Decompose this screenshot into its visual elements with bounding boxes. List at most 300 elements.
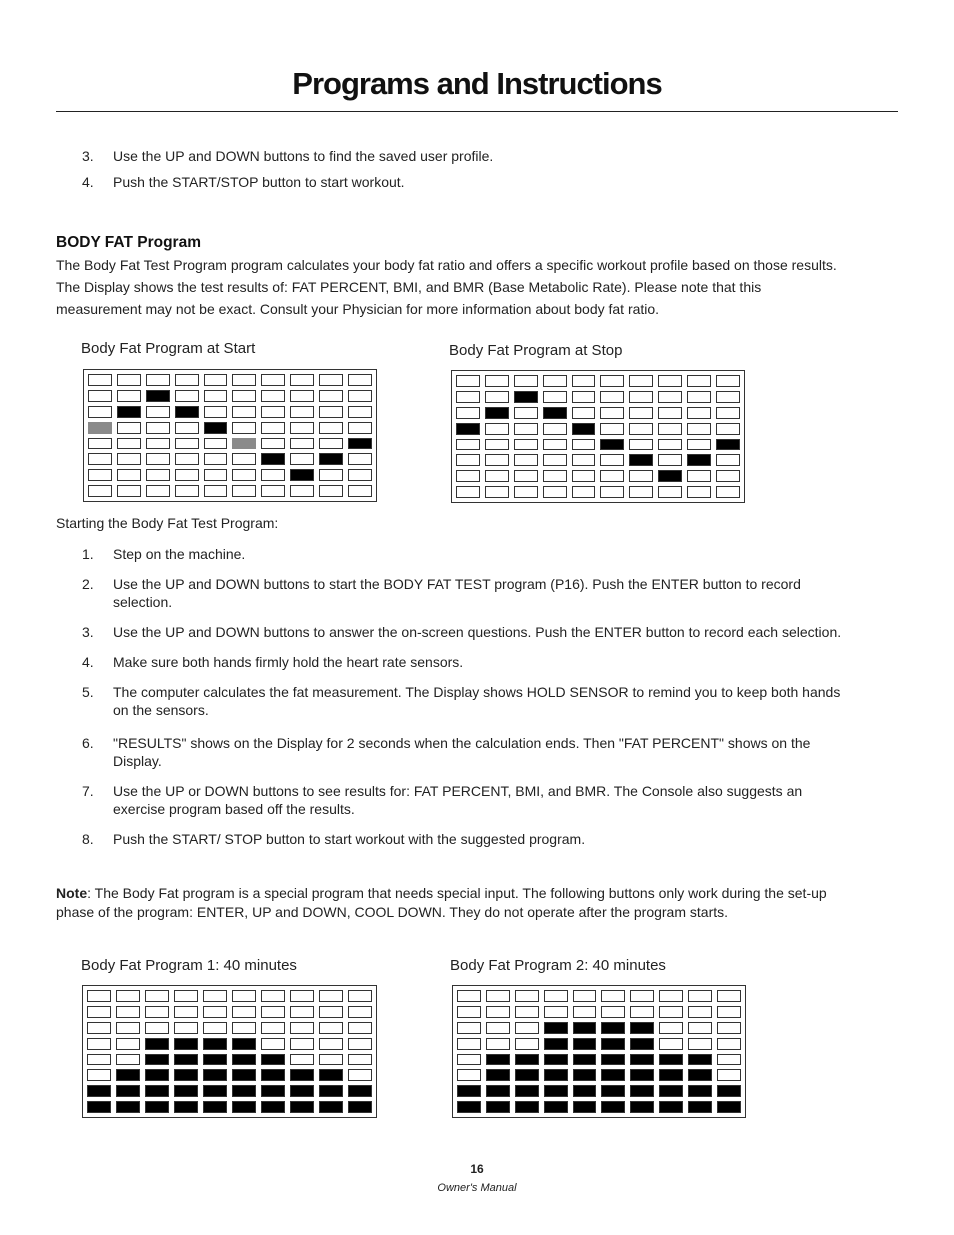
profile-cell [348,374,372,386]
profile-cell [145,990,169,1002]
profile-cell [232,1006,256,1018]
profile-cell [659,1006,683,1018]
profile-cell [348,1022,372,1034]
step-text: Make sure both hands firmly hold the heart rate sensors. [113,654,464,670]
profile-cell [319,1054,343,1066]
profile-cell [687,407,711,419]
profile-cell [629,439,653,451]
profile-cell [486,1022,510,1034]
profile-cell [232,422,256,434]
profile-cell [572,439,596,451]
title-rule [56,111,898,112]
profile-cell [456,439,480,451]
profile-cell [658,407,682,419]
profile-cell [486,990,510,1002]
profile-cell [290,1069,314,1081]
profile-cell [515,1038,539,1050]
profile-cell [515,990,539,1002]
profile-cell [600,407,624,419]
profile-cell [232,374,256,386]
profile-cell [456,423,480,435]
profile-cell [717,1022,741,1034]
profile-cell [117,390,141,402]
profile-cell [204,406,228,418]
profile-cell [290,406,314,418]
profile-cell [232,1022,256,1034]
profile-cell [716,375,740,387]
profile-cell [514,423,538,435]
profile-cell [261,1022,285,1034]
profile-cell [88,374,112,386]
profile-cell [572,486,596,498]
profile-cell [601,1022,625,1034]
profile-cell [486,1101,510,1113]
profile-cell [261,374,285,386]
profile-cell [457,1069,481,1081]
profile-cell [688,1054,712,1066]
profile-cell [456,486,480,498]
profile-cell [175,422,199,434]
profile-cell [261,453,285,465]
profile-cell [717,1038,741,1050]
profile-cell [573,1069,597,1081]
list-item [56,575,846,611]
profile-caption-stop: Body Fat Program at Stop [449,342,623,359]
step-text: Use the UP and DOWN buttons to start the BODY FAT TEST program (P16). Push the ENTER button to record selection. [113,576,801,610]
profile-grid-stop [451,370,745,503]
profile-cell [348,990,372,1002]
profile-cell [348,1101,372,1113]
profile-cell [261,1006,285,1018]
profile-cell [203,1101,227,1113]
profile-cell [457,1006,481,1018]
profile-cell [146,469,170,481]
profile-cell [88,390,112,402]
page-footer: Owner's Manual [437,1182,517,1194]
profile-cell [716,423,740,435]
profile-cell [348,1006,372,1018]
profile-cell [117,469,141,481]
profile-cell [600,486,624,498]
profile-cell [116,1038,140,1050]
profile-cell [232,485,256,497]
profile-cell [175,406,199,418]
profile-cell [88,406,112,418]
profile-cell [204,374,228,386]
profile-cell [687,454,711,466]
step-number: 7. [82,783,94,799]
profile-cell [543,423,567,435]
profile-cell [348,1038,372,1050]
profile-cell [688,1006,712,1018]
profile-cell [629,470,653,482]
profile-cell [290,1006,314,1018]
profile-cell [87,1085,111,1097]
list-item [56,653,846,671]
profile-cell [146,374,170,386]
profile-cell [514,470,538,482]
profile-cell [174,1054,198,1066]
profile-caption-program-1: Body Fat Program 1: 40 minutes [81,957,297,974]
profile-cell [319,406,343,418]
profile-cell [87,1022,111,1034]
starting-label: Starting the Body Fat Test Program: [56,515,279,531]
profile-cell [319,469,343,481]
profile-cell [600,375,624,387]
profile-cell [572,454,596,466]
profile-cell [544,1022,568,1034]
profile-cell [87,1054,111,1066]
profile-cell [600,454,624,466]
profile-cell [629,423,653,435]
profile-cell [601,1085,625,1097]
profile-cell [601,1069,625,1081]
profile-cell [457,1038,481,1050]
profile-cell [348,390,372,402]
profile-cell [175,438,199,450]
note-paragraph [56,884,846,922]
profile-cell [486,1038,510,1050]
profile-cell [457,1054,481,1066]
note-text: : The Body Fat program is a special program that needs special input. The following buttons only work during the set-up phase of the program: ENTER, UP and DOWN, COOL DOWN. They do not operate after the program starts. [56,885,827,920]
profile-cell [261,438,285,450]
step-number: 8. [82,831,94,847]
profile-cell [261,1069,285,1081]
profile-cell [485,391,509,403]
profile-cell [174,1085,198,1097]
profile-cell [203,1006,227,1018]
profile-cell [174,990,198,1002]
profile-cell [290,1101,314,1113]
profile-cell [573,1101,597,1113]
profile-cell [232,990,256,1002]
profile-cell [544,1069,568,1081]
profile-cell [629,486,653,498]
profile-cell [204,485,228,497]
step-text: The computer calculates the fat measurement. The Display shows HOLD SENSOR to remind you to keep both hands on the sensors. [113,684,841,718]
profile-cell [232,390,256,402]
profile-cell [319,1101,343,1113]
profile-cell [457,990,481,1002]
profile-cell [659,1069,683,1081]
profile-cell [88,485,112,497]
profile-cell [456,454,480,466]
profile-cell [486,1085,510,1097]
step-number: 6. [82,735,94,751]
profile-cell [261,1085,285,1097]
profile-cell [319,990,343,1002]
list-item [56,734,846,770]
profile-cell [261,422,285,434]
profile-cell [716,407,740,419]
profile-cell [486,1069,510,1081]
profile-cell [688,990,712,1002]
profile-cell [116,1069,140,1081]
profile-cell [600,391,624,403]
profile-cell [232,1054,256,1066]
profile-cell [717,1006,741,1018]
profile-grid-program-1 [82,985,377,1118]
profile-cell [174,1022,198,1034]
step-number: 2. [82,576,94,592]
profile-cell [203,1038,227,1050]
profile-cell [601,1054,625,1066]
profile-cell [174,1006,198,1018]
list-item [56,830,846,848]
profile-cell [319,390,343,402]
profile-cell [116,1101,140,1113]
profile-cell [572,375,596,387]
profile-cell [348,485,372,497]
profile-cell [261,469,285,481]
profile-cell [573,1022,597,1034]
profile-cell [485,470,509,482]
step-number: 3. [82,148,94,164]
profile-cell [716,454,740,466]
profile-cell [232,469,256,481]
profile-cell [203,990,227,1002]
profile-cell [174,1101,198,1113]
profile-cell [485,375,509,387]
profile-cell [175,374,199,386]
profile-cell [515,1006,539,1018]
profile-cell [175,453,199,465]
step-number: 5. [82,684,94,700]
profile-cell [261,406,285,418]
steps-list [56,545,846,848]
step-text: Use the UP and DOWN buttons to answer the on-screen questions. Push the ENTER button to record each selection. [113,624,842,640]
profile-cell [175,485,199,497]
profile-cell [543,454,567,466]
profile-cell [203,1085,227,1097]
profile-cell [543,439,567,451]
profile-cell [261,1038,285,1050]
profile-cell [261,1101,285,1113]
profile-cell [716,391,740,403]
profile-cell [457,1022,481,1034]
profile-cell [116,1054,140,1066]
profile-cell [174,1069,198,1081]
profile-cell [573,1006,597,1018]
step-number: 4. [82,174,94,190]
profile-cell [543,391,567,403]
section-description: The Body Fat Test Program program calculates your body fat ratio and offers a specific workout profile based on those results. The Display shows the test results of: FAT PERCENT, BMI, and BMR (Base Metabolic Rate). Please note that this measurement may not be exact. Consult your Physician for more information about body fat ratio. [56,257,837,317]
profile-cell [290,1038,314,1050]
profile-cell [290,1022,314,1034]
profile-cell [601,1006,625,1018]
profile-cell [456,391,480,403]
profile-cell [145,1054,169,1066]
profile-cell [290,453,314,465]
profile-cell [348,422,372,434]
profile-cell [486,1006,510,1018]
profile-cell [514,407,538,419]
profile-cell [261,390,285,402]
profile-cell [319,374,343,386]
profile-cell [116,1006,140,1018]
profile-cell [688,1101,712,1113]
profile-caption-start: Body Fat Program at Start [81,340,256,357]
profile-cell [319,1069,343,1081]
profile-cell [717,1054,741,1066]
profile-cell [145,1006,169,1018]
profile-cell [514,391,538,403]
profile-cell [515,1022,539,1034]
profile-cell [319,422,343,434]
profile-cell [456,470,480,482]
profile-cell [290,1054,314,1066]
profile-cell [146,453,170,465]
profile-cell [88,438,112,450]
profile-cell [146,485,170,497]
profile-cell [573,1085,597,1097]
profile-cell [87,1038,111,1050]
profile-cell [514,454,538,466]
profile-cell [457,1101,481,1113]
profile-cell [572,470,596,482]
profile-cell [515,1054,539,1066]
profile-cell [717,1085,741,1097]
profile-cell [658,454,682,466]
profile-cell [601,990,625,1002]
step-number: 1. [82,546,94,562]
profile-cell [630,1101,654,1113]
profile-cell [600,439,624,451]
profile-cell [203,1069,227,1081]
profile-cell [204,453,228,465]
profile-cell [485,407,509,419]
profile-cell [630,1069,654,1081]
profile-cell [630,990,654,1002]
profile-cell [514,486,538,498]
profile-cell [319,453,343,465]
profile-cell [261,485,285,497]
profile-cell [543,470,567,482]
profile-cell [146,438,170,450]
profile-cell [544,1054,568,1066]
profile-cell [485,486,509,498]
intro-steps-list [56,147,846,191]
profile-cell [717,1069,741,1081]
profile-cell [687,439,711,451]
profile-cell [716,486,740,498]
profile-cell [203,1022,227,1034]
step-number: 4. [82,654,94,670]
profile-cell [658,423,682,435]
list-item [56,683,846,719]
profile-cell [687,375,711,387]
profile-cell [485,423,509,435]
profile-cell [515,1069,539,1081]
profile-cell [204,469,228,481]
step-text: Step on the machine. [113,546,246,562]
profile-cell [658,486,682,498]
profile-cell [658,391,682,403]
profile-cell [659,990,683,1002]
profile-cell [687,486,711,498]
profile-cell [485,454,509,466]
profile-cell [630,1022,654,1034]
profile-cell [319,1006,343,1018]
profile-cell [543,486,567,498]
step-text: Use the UP or DOWN buttons to see results for: FAT PERCENT, BMI, and BMR. The Console also suggests an exercise program based off the results. [113,783,803,817]
list-item [56,147,846,165]
profile-cell [319,438,343,450]
profile-cell [146,390,170,402]
profile-cell [204,422,228,434]
profile-cell [601,1038,625,1050]
profile-cell [87,1101,111,1113]
profile-cell [485,439,509,451]
profile-cell [232,438,256,450]
profile-cell [658,375,682,387]
profile-cell [290,438,314,450]
section-heading: BODY FAT Program [56,234,201,251]
profile-cell [145,1038,169,1050]
profile-cell [117,422,141,434]
profile-cell [146,406,170,418]
profile-cell [600,423,624,435]
page-number: 16 [470,1162,484,1176]
profile-cell [630,1054,654,1066]
profile-cell [687,391,711,403]
profile-cell [515,1085,539,1097]
profile-cell [573,1054,597,1066]
profile-cell [457,1085,481,1097]
profile-cell [630,1006,654,1018]
profile-cell [117,374,141,386]
step-text: Push the START/ STOP button to start workout with the suggested program. [113,831,586,847]
profile-cell [629,407,653,419]
profile-cell [629,375,653,387]
profile-cell [232,1069,256,1081]
profile-cell [630,1085,654,1097]
profile-cell [146,422,170,434]
profile-cell [117,438,141,450]
profile-cell [717,990,741,1002]
profile-cell [658,470,682,482]
profile-cell [204,438,228,450]
profile-cell [117,406,141,418]
profile-cell [261,1054,285,1066]
profile-cell [544,990,568,1002]
step-text: Push the START/STOP button to start workout. [113,174,405,190]
profile-cell [630,1038,654,1050]
profile-cell [319,1085,343,1097]
profile-cell [572,407,596,419]
step-number: 3. [82,624,94,640]
profile-cell [348,1069,372,1081]
profile-cell [659,1038,683,1050]
profile-cell [348,453,372,465]
profile-cell [543,375,567,387]
profile-cell [601,1101,625,1113]
profile-cell [659,1022,683,1034]
profile-cell [687,470,711,482]
profile-cell [629,454,653,466]
profile-cell [348,438,372,450]
profile-cell [348,469,372,481]
profile-cell [319,1038,343,1050]
profile-cell [87,1069,111,1081]
profile-cell [175,469,199,481]
profile-grid-program-2 [452,985,746,1118]
profile-grid-start [83,369,377,502]
profile-cell [543,407,567,419]
profile-cell [232,1085,256,1097]
profile-cell [688,1069,712,1081]
profile-cell [290,990,314,1002]
